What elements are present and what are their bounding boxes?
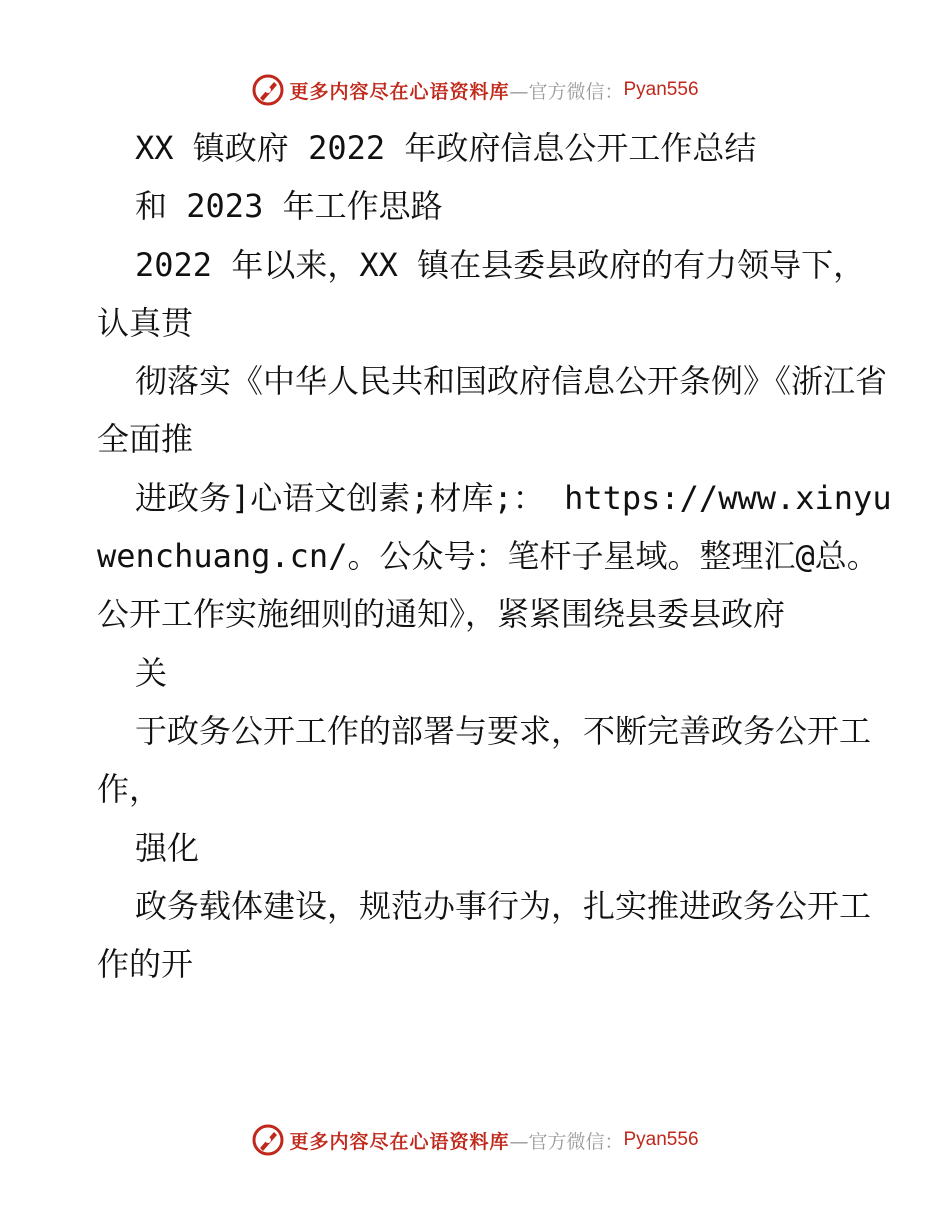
paragraph: 进政务]心语文创素;材库;： https://www.xinyuwenchuang.cn/。公众号：笔杆子星域。整理汇@总。公开工作实施细则的通知》，紧紧围绕县委县政府 xyxy=(97,478,892,634)
document-body xyxy=(97,119,897,993)
watermark-text: 更多内容尽在心语资料库 xyxy=(289,80,510,103)
paragraph: 政务载体建设，规范办事行为，扎实推进政务公开工作的开 xyxy=(97,886,872,984)
title-line-1: XX 镇政府 2022 年政府信息公开工作总结 xyxy=(135,129,757,167)
watermark-account: Pyan556 xyxy=(623,1129,699,1150)
footer-watermark xyxy=(0,1120,950,1160)
paragraph: 于政务公开工作的部署与要求，不断完善政务公开工作， xyxy=(97,711,872,809)
watermark-sub: —官方微信： xyxy=(509,80,624,103)
title-line-2: 和 2023 年工作思路 xyxy=(135,187,443,226)
paragraph: 2022 年以来，XX 镇在县委县政府的有力领导下，认真贯 xyxy=(97,245,866,342)
paragraph: 彻落实《中华人民共和国政府信息公开条例》《浙江省全面推 xyxy=(97,362,888,459)
pen-logo-icon xyxy=(251,1123,285,1157)
paragraph: 强化 xyxy=(135,828,200,867)
header-watermark xyxy=(0,70,950,110)
watermark-sub: —官方微信： xyxy=(509,1130,624,1153)
watermark-account: Pyan556 xyxy=(623,79,699,100)
pen-logo-icon xyxy=(251,73,285,107)
paragraph: 关 xyxy=(135,653,168,692)
watermark-text: 更多内容尽在心语资料库 xyxy=(289,1130,510,1153)
